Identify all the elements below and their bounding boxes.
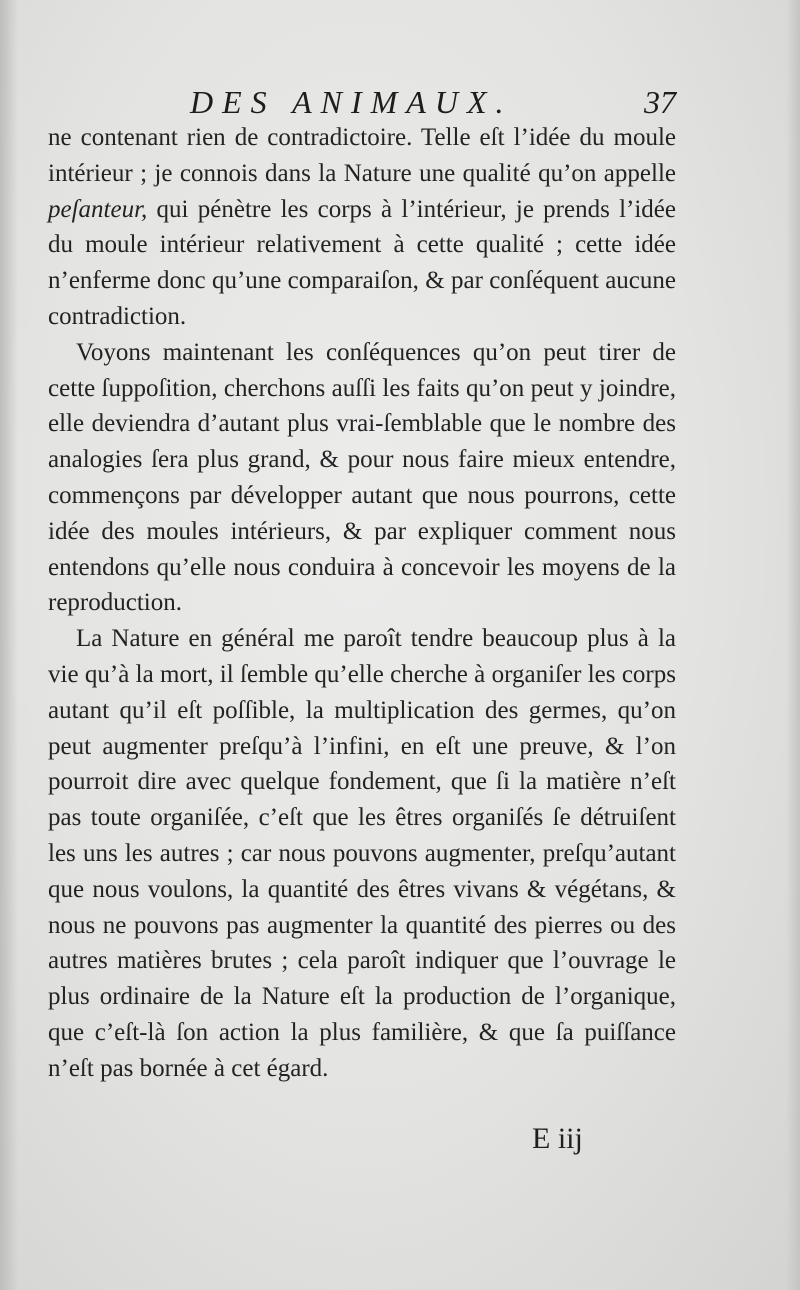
paragraph-2: Voyons maintenant les conſéquences qu’on peut tirer de cette ſuppoſition, cherchons auſſi les faits qu’on peut y joindre, elle deviendra d’autant plus vrai-ſemblable que le nombre des analogies ſera plus grand, & pour nous faire mieux entendre, commençons par développer autant que nous pourrons, cette idée des moules intérieurs, & par expliquer comment nous entendons qu’elle nous conduira à concevoir les moyens de la reproduction. (48, 338, 676, 617)
running-head (48, 84, 676, 122)
running-title: DES ANIMAUX. (190, 84, 513, 120)
paragraph-1 (48, 120, 676, 335)
signature-mark: E iij (532, 1122, 583, 1155)
paragraph-1-end: qui pénètre les corps à l’intérieur, je prends l’idée du moule intérieur relativement à cette qualité ; cette idée n’enferme donc qu’une comparaiſon, & par conſéquent aucune contradiction. (48, 195, 676, 330)
paragraph-3: La Nature en général me paroît tendre beaucoup plus à la vie qu’à la mort, il ſemble qu’elle cherche à organiſer les corps autant qu’il eſt poſſible, la multiplication des germes, qu’on peut augmenter preſqu’à l’infini, en eſt une preuve, & l’on pourroit dire avec quelque fondement, que ſi la matière n’eſt pas toute organiſée, c’eſt que les êtres organiſés ſe détruiſent les uns les autres ; car nous pouvons augmenter, preſqu’autant que nous voulons, la quantité des êtres vivans & végétans, & nous ne pouvons pas augmenter la quantité des pierres ou des autres matières brutes ; cela paroît indiquer que l’ouvrage le plus ordinaire de la Nature eſt la production de l’organique, que c’eſt-là ſon action la plus familière, & que ſa puiſſance n’eſt pas bornée à cet égard. (48, 625, 676, 1082)
body-text (48, 120, 676, 1087)
paragraph-1-start: ne contenant rien de contradictoire. Telle eſt l’idée du moule intérieur ; je connois dans la Nature une qualité qu’on appelle (48, 124, 676, 187)
page-number: 37 (644, 84, 676, 120)
italic-term: peſanteur, (48, 195, 148, 223)
